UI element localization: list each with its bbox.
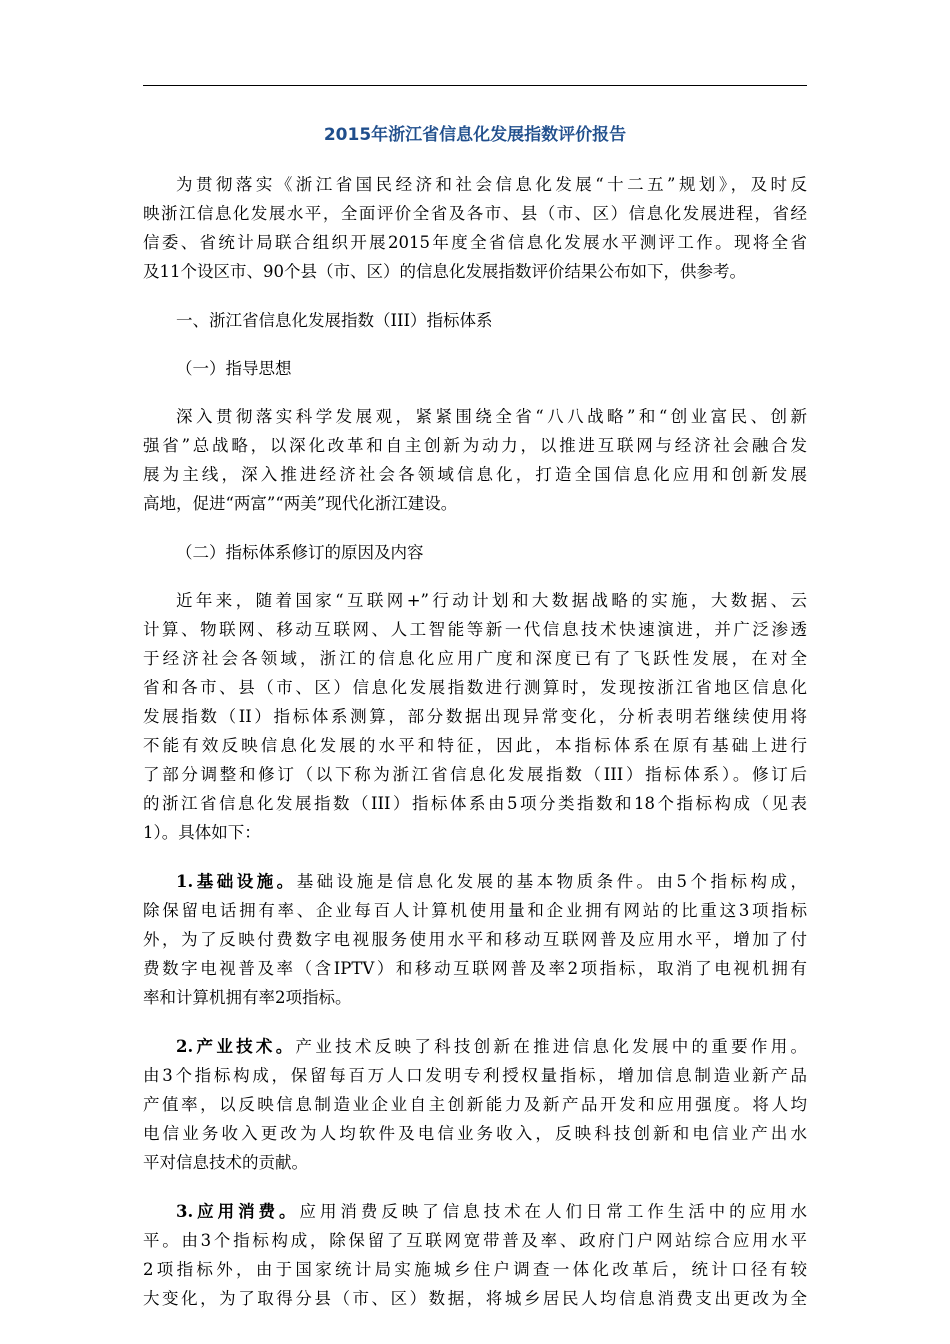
paragraph-lead: 2.产业技术。 <box>176 1037 296 1056</box>
paragraph-line-text: 基础设施是信息化发展的基本物质条件。由5个指标构成， <box>296 872 807 891</box>
paragraph-line: 高地，促进“两富”“两美”现代化浙江建设。 <box>143 494 458 513</box>
paragraph-line: 省和各市、县（市、区）信息化发展指数进行测算时，发现按浙江省地区信息化 <box>143 678 807 697</box>
paragraph-line: 由3个指标构成，保留每百万人口发明专利授权量指标，增加信息制造业新产品 <box>143 1066 807 1085</box>
header-rule <box>143 85 807 86</box>
paragraph-line: 映浙江信息化发展水平，全面评价全省及各市、县（市、区）信息化发展进程，省经 <box>143 204 807 223</box>
body-paragraph <box>143 170 807 286</box>
paragraph-line <box>143 867 807 896</box>
section-heading <box>143 538 807 567</box>
section-heading-text: （二）指标体系修订的原因及内容 <box>176 543 424 562</box>
section-heading <box>143 354 807 383</box>
body-paragraph <box>143 586 807 847</box>
paragraph-line: 及11个设区市、90个县（市、区）的信息化发展指数评价结果公布如下，供参考。 <box>143 262 746 281</box>
paragraph-line: 计算、物联网、移动互联网、人工智能等新一代信息技术快速演进，并广泛渗透 <box>143 620 807 639</box>
paragraph-line: 外，为了反映付费数字电视服务使用水平和移动互联网普及应用水平，增加了付 <box>143 930 807 949</box>
document-body <box>143 170 807 1333</box>
paragraph-line: 电信业务收入更改为人均软件及电信业务收入，反映科技创新和电信业产出水 <box>143 1124 807 1143</box>
paragraph-line: 大变化，为了取得分县（市、区）数据，将城乡居民人均信息消费支出更改为全 <box>143 1289 807 1308</box>
paragraph-line: 1）。具体如下： <box>143 823 261 842</box>
body-paragraph <box>143 1197 807 1313</box>
paragraph-line: 了部分调整和修订（以下称为浙江省信息化发展指数（III）指标体系）。修订后 <box>143 765 807 784</box>
paragraph-line: 2项指标外，由于国家统计局实施城乡住户调查一体化改革后，统计口径有较 <box>143 1260 807 1279</box>
paragraph-line: 费数字电视普及率（含IPTV）和移动互联网普及率2项指标，取消了电视机拥有 <box>143 959 807 978</box>
paragraph-line: 近年来，随着国家“互联网+”行动计划和大数据战略的实施，大数据、云 <box>176 591 807 610</box>
paragraph-line: 产值率，以反映信息制造业企业自主创新能力及新产品开发和应用强度。将人均 <box>143 1095 807 1114</box>
paragraph-line: 率和计算机拥有率2项指标。 <box>143 988 352 1007</box>
body-paragraph <box>143 1032 807 1177</box>
paragraph-line: 强省”总战略，以深化改革和自主创新为动力，以推进互联网与经济社会融合发 <box>143 436 807 455</box>
document-title: 2015年浙江省信息化发展指数评价报告 <box>323 125 627 145</box>
paragraph-line-text: 应用消费反映了信息技术在人们日常工作生活中的应用水 <box>299 1202 807 1221</box>
section-heading-text: 一、浙江省信息化发展指数（III）指标体系 <box>176 311 493 330</box>
paragraph-line: 平。由3个指标构成，除保留了互联网宽带普及率、政府门户网站综合应用水平 <box>143 1231 807 1250</box>
paragraph-line: 信委、省统计局联合组织开展2015年度全省信息化发展水平测评工作。现将全省 <box>143 233 807 252</box>
paragraph-line-text: 产业技术反映了科技创新在推进信息化发展中的重要作用。 <box>295 1037 808 1056</box>
section-heading-text: （一）指导思想 <box>176 359 292 378</box>
paragraph-line: 平对信息技术的贡献。 <box>143 1153 308 1172</box>
paragraph-lead: 3.应用消费。 <box>176 1202 300 1221</box>
paragraph-line <box>143 1197 807 1226</box>
paragraph-lead: 1.基础设施。 <box>176 872 297 891</box>
paragraph-line: 为贯彻落实《浙江省国民经济和社会信息化发展“十二五”规划》，及时反 <box>176 175 807 194</box>
paragraph-line: 于经济社会各领域，浙江的信息化应用广度和深度已有了飞跃性发展，在对全 <box>143 649 807 668</box>
body-paragraph <box>143 867 807 1012</box>
paragraph-line: 发展指数（II）指标体系测算，部分数据出现异常变化，分析表明若继续使用将 <box>143 707 807 726</box>
paragraph-line: 除保留电话拥有率、企业每百人计算机使用量和企业拥有网站的比重这3项指标 <box>143 901 807 920</box>
paragraph-line: 不能有效反映信息化发展的水平和特征，因此，本指标体系在原有基础上进行 <box>143 736 807 755</box>
paragraph-line: 深入贯彻落实科学发展观，紧紧围绕全省“八八战略”和“创业富民、创新 <box>176 407 807 426</box>
paragraph-line: 展为主线，深入推进经济社会各领域信息化，打造全国信息化应用和创新发展 <box>143 465 807 484</box>
section-heading <box>143 306 807 335</box>
body-paragraph <box>143 402 807 518</box>
paragraph-line <box>143 1032 807 1061</box>
paragraph-line: 的浙江省信息化发展指数（III）指标体系由5项分类指数和18个指标构成（见表 <box>143 794 807 813</box>
